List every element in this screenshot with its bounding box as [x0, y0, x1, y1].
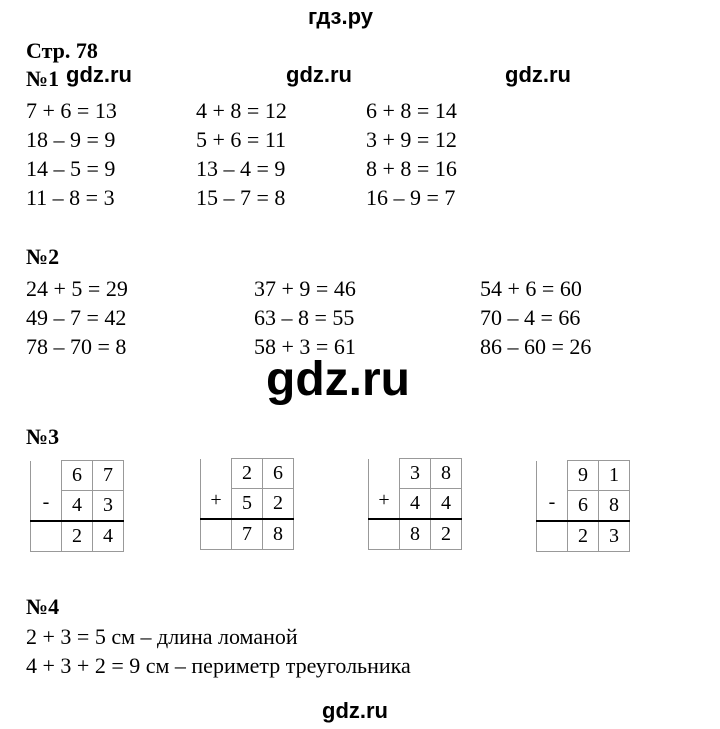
- digit: 6: [62, 461, 93, 491]
- watermark-large: gdz.ru: [266, 353, 410, 406]
- task2-column-1: [26, 274, 128, 361]
- digit: 8: [400, 519, 431, 550]
- sign-cell: [201, 459, 232, 489]
- digit: 2: [568, 521, 599, 552]
- digit: 7: [232, 519, 263, 550]
- empty-cell: [201, 519, 232, 550]
- digit: 5: [232, 489, 263, 520]
- task1-label: №1: [26, 66, 60, 91]
- operation-sign: +: [201, 489, 232, 520]
- digit: 4: [431, 489, 462, 520]
- equation: 54 + 6 = 60: [480, 276, 582, 301]
- answer-line: 2 + 3 = 5 см – длина ломаной: [26, 624, 298, 649]
- equation: 58 + 3 = 61: [254, 334, 356, 359]
- task2-column-3: [480, 274, 591, 361]
- column-subtraction-2: [536, 460, 630, 552]
- equation: 14 – 5 = 9: [26, 156, 116, 181]
- digit: 2: [62, 521, 93, 552]
- equation: 37 + 9 = 46: [254, 276, 356, 301]
- digit: 8: [599, 491, 630, 522]
- digit: 2: [232, 459, 263, 489]
- digit: 3: [599, 521, 630, 552]
- equation: 3 + 9 = 12: [366, 127, 457, 152]
- sign-cell: [537, 461, 568, 491]
- digit: 4: [93, 521, 124, 552]
- page-number: Стр. 78: [26, 38, 98, 63]
- watermark: gdz.ru: [505, 62, 571, 87]
- equation: 4 + 8 = 12: [196, 98, 287, 123]
- digit: 8: [263, 519, 294, 550]
- digit: 9: [568, 461, 599, 491]
- digit: 6: [568, 491, 599, 522]
- digit: 4: [62, 491, 93, 522]
- task3-label: №3: [26, 424, 60, 449]
- empty-cell: [537, 521, 568, 552]
- digit: 2: [263, 489, 294, 520]
- operation-sign: -: [31, 491, 62, 522]
- equation: 11 – 8 = 3: [26, 185, 115, 210]
- site-header: гдз.ру: [308, 4, 373, 29]
- column-subtraction-1: [30, 460, 124, 552]
- equation: 86 – 60 = 26: [480, 334, 592, 359]
- task4-label: №4: [26, 594, 60, 619]
- digit: 3: [400, 459, 431, 489]
- task1-column-3: [366, 96, 457, 212]
- column-addition-1: [200, 458, 294, 550]
- footer-watermark: gdz.ru: [322, 698, 388, 723]
- digit: 2: [431, 519, 462, 550]
- operation-sign: -: [537, 491, 568, 522]
- equation: 15 – 7 = 8: [196, 185, 286, 210]
- digit: 3: [93, 491, 124, 522]
- watermark: gdz.ru: [286, 62, 352, 87]
- task1-column-2: [196, 96, 287, 212]
- watermark: gdz.ru: [66, 62, 132, 87]
- digit: 8: [431, 459, 462, 489]
- equation: 63 – 8 = 55: [254, 305, 355, 330]
- digit: 4: [400, 489, 431, 520]
- empty-cell: [369, 519, 400, 550]
- digit: 6: [263, 459, 294, 489]
- equation: 78 – 70 = 8: [26, 334, 127, 359]
- equation: 7 + 6 = 13: [26, 98, 117, 123]
- sign-cell: [369, 459, 400, 489]
- equation: 8 + 8 = 16: [366, 156, 457, 181]
- digit: 7: [93, 461, 124, 491]
- task2-label: №2: [26, 244, 60, 269]
- digit: 1: [599, 461, 630, 491]
- equation: 16 – 9 = 7: [366, 185, 456, 210]
- sign-cell: [31, 461, 62, 491]
- answer-line: 4 + 3 + 2 = 9 см – периметр треугольника: [26, 653, 411, 678]
- task4-lines: [26, 622, 411, 680]
- equation: 18 – 9 = 9: [26, 127, 116, 152]
- column-addition-2: [368, 458, 462, 550]
- equation: 24 + 5 = 29: [26, 276, 128, 301]
- task2-column-2: [254, 274, 356, 361]
- equation: 70 – 4 = 66: [480, 305, 581, 330]
- operation-sign: +: [369, 489, 400, 520]
- equation: 13 – 4 = 9: [196, 156, 286, 181]
- equation: 49 – 7 = 42: [26, 305, 127, 330]
- equation: 5 + 6 = 11: [196, 127, 286, 152]
- equation: 6 + 8 = 14: [366, 98, 457, 123]
- task1-column-1: [26, 96, 117, 212]
- empty-cell: [31, 521, 62, 552]
